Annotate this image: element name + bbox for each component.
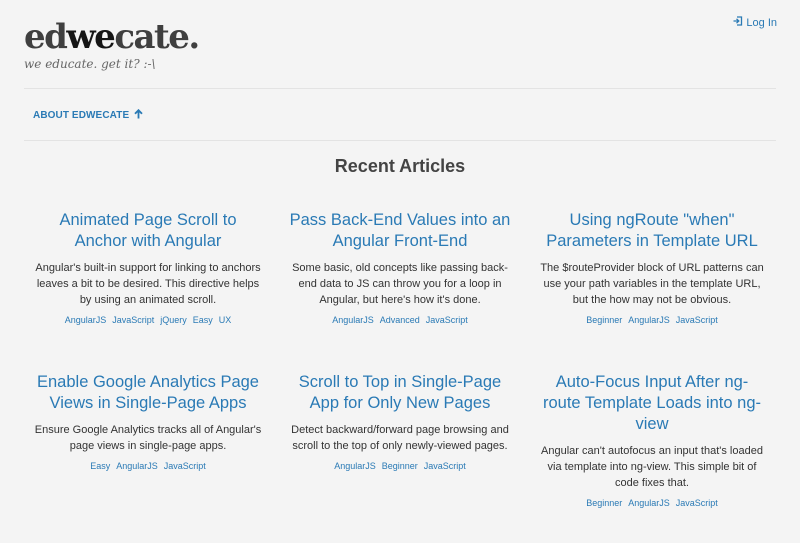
tag-link[interactable]: AngularJS — [332, 315, 374, 325]
tag-link[interactable]: AngularJS — [116, 461, 158, 471]
article-card — [34, 210, 262, 372]
about-divider — [24, 140, 776, 141]
article-tags — [34, 315, 262, 325]
article-title-link[interactable]: Animated Page Scroll to Anchor with Angular — [59, 211, 237, 250]
tag-link[interactable]: Easy — [90, 461, 111, 471]
about-label: ABOUT EDWECATE — [33, 110, 130, 121]
arrow-up-icon — [134, 109, 143, 122]
article-description: Some basic, old concepts like passing back-end data to JS can throw you for a loop in Angular, but here's how it's done. — [292, 262, 508, 306]
article-title-link[interactable]: Pass Back-End Values into an Angular Front-End — [289, 211, 511, 250]
article-title-link[interactable]: Scroll to Top in Single-Page App for Only New Pages — [298, 373, 502, 412]
tag-link[interactable]: AngularJS — [628, 315, 670, 325]
recent-articles-heading: Recent Articles — [334, 156, 466, 176]
tag-link[interactable]: UX — [218, 315, 232, 325]
tag-link[interactable]: AngularJS — [628, 498, 670, 508]
site-logo[interactable] — [24, 18, 199, 56]
tag-link[interactable]: JavaScript — [675, 498, 718, 508]
tag-link[interactable]: JavaScript — [163, 461, 206, 471]
tag-link[interactable]: jQuery — [160, 315, 187, 325]
about-edwecate-link[interactable] — [33, 109, 143, 122]
article-tags — [286, 461, 514, 471]
tag-link[interactable]: Advanced — [379, 315, 420, 325]
tag-link[interactable]: JavaScript — [425, 315, 468, 325]
article-tags — [34, 461, 262, 471]
article-tags — [538, 315, 766, 325]
article-description: Angular's built-in support for linking to anchors leaves a bit to be desired. This directive helps by using an animated scroll. — [35, 262, 261, 306]
article-title-link[interactable]: Using ngRoute "when" Parameters in Template URL — [546, 211, 758, 250]
article-card — [286, 210, 514, 372]
logo-part-ed: ed — [24, 17, 67, 57]
tag-link[interactable]: JavaScript — [675, 315, 718, 325]
article-description: Detect backward/forward page browsing and scroll to the top of only newly-viewed pages. — [291, 424, 509, 452]
tag-link[interactable]: Easy — [192, 315, 213, 325]
article-card — [34, 372, 262, 508]
article-description: Angular can't autofocus an input that's loaded via template into ng-view. This simple bit of code fixes that. — [541, 445, 763, 489]
article-tags — [286, 315, 514, 325]
articles-grid — [34, 210, 766, 508]
article-description: The $routeProvider block of URL patterns can use your path variables in the template URL, but the how may not be obvious. — [540, 262, 764, 306]
logo-part-cate: cate. — [114, 17, 199, 57]
login-link[interactable] — [733, 16, 777, 29]
article-card — [538, 372, 766, 508]
tag-link[interactable]: Beginner — [586, 498, 623, 508]
article-title-link[interactable]: Auto-Focus Input After ng-route Template Loads into ng-view — [542, 373, 761, 433]
login-label: Log In — [746, 16, 777, 29]
tag-link[interactable]: AngularJS — [64, 315, 107, 325]
sign-in-icon — [733, 16, 743, 29]
site-header — [24, 18, 199, 71]
tag-link[interactable]: AngularJS — [334, 461, 376, 471]
site-tagline: we educate. get it? :-\ — [24, 57, 156, 71]
tag-link[interactable]: JavaScript — [112, 315, 155, 325]
logo-part-we: we — [66, 17, 115, 57]
article-card — [286, 372, 514, 508]
article-card — [538, 210, 766, 372]
tag-link[interactable]: Beginner — [586, 315, 623, 325]
article-title-link[interactable]: Enable Google Analytics Page Views in Single-Page Apps — [37, 373, 259, 412]
article-description: Ensure Google Analytics tracks all of Angular's page views in single-page apps. — [34, 424, 262, 452]
tag-link[interactable]: JavaScript — [423, 461, 466, 471]
article-tags — [538, 498, 766, 508]
tag-link[interactable]: Beginner — [381, 461, 418, 471]
header-divider — [24, 88, 776, 89]
